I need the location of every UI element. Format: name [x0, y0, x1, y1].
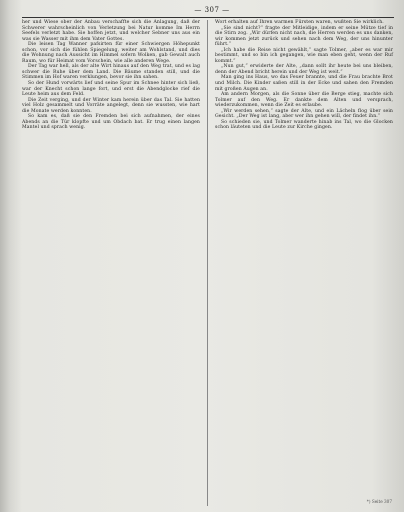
header-rule — [22, 17, 394, 18]
paragraph: „Wir werden sehen,“ sagte der Alte, und ein Lächeln flog über sein Gesicht. „Der Weg ist lang, aber wer ihn gehen will, der findet ihn.“ — [215, 108, 393, 120]
document-page — [22, 6, 394, 506]
paragraph: „Sie sind nicht?“ fragte der Mitleidige, indem er seine Mütze tief in die Stirn zog. „Wir dürfen nicht nach, die Herren werden es uns danken, wir kommen jetzt zurück und sehen nach dem Weg, der uns hinunter führt.“ — [215, 25, 393, 48]
paragraph: So kam es, daß sie den Fremden bei sich aufnahmen, der eines Abends an die Tür klopfte und um Obdach bat. Er trug einen langen Mantel und sprach wenig. — [22, 114, 200, 131]
paragraph: Wort erhalten auf Ihren warmen Fürsten waren, wußten Sie wirklich. — [215, 20, 384, 25]
paragraph: Am andern Morgen, als die Sonne über die Berge stieg, machte sich Tolmer auf den Weg. Er dankte dem Alten und versprach, wiederzukommen, wenn die Zeit es erlaube. — [215, 92, 393, 109]
paragraph: Der Tag war hell, als der alte Wirt hinaus auf den Weg trat, und es lag schwer die Ruhe über dem Land. Die Bäume standen still, und die Stimmen im Hof waren verklungen, bevor sie ihn sahen. — [22, 64, 200, 81]
footer-note: *) Seite 307 — [366, 499, 392, 504]
paragraph: „Ich habe die Reise nicht gewählt,“ sagte Tolmer, „aber es war mir bestimmt, und so bin ich gegangen, wie man eben geht, wenn der Ruf kommt.“ — [215, 47, 393, 64]
paragraph: „Nun gut,“ erwiderte der Alte, „dann sollt ihr heute bei uns bleiben, denn der Abend bricht herein und der Weg ist weit.“ — [215, 64, 393, 75]
paragraph: So der Hund vorwärts lief und seine Spur im Schnee hinter sich ließ, war der Knecht schon lange fort, und erst die Abendglocke rief die Leute heim aus dem Feld. — [22, 81, 200, 98]
page-number: — 307 — — [194, 6, 230, 14]
column-divider — [207, 20, 208, 506]
paragraph: So schieden sie, und Tolmer wanderte hinab ins Tal, wo die Glocken schon läuteten und die Leute zur Kirche gingen. — [215, 119, 393, 131]
paragraph: Man ging ins Haus, wo das Feuer brannte, und die Frau brachte Brot und Milch. Die Kinder saßen still in der Ecke und sahen den Fremden mit großen Augen an. — [215, 75, 393, 92]
right-column — [215, 20, 393, 131]
paragraph: Die leisen Tag Wanner pafsirten für einer Schwiergen Höhepunkt schon, vor sich die fühlen Spiegelung, weiter am Wohlstand, und dies die Wohnung nach Aussicht im Himmel sofern Wolken, gab Gewalt auch Raum, wo für Heimat vom Vorschein, wie alle anderen Wege. — [22, 42, 200, 64]
paragraph: her und Wiese ober der Anbau verschaffte sich die Anlagung, daß der Schwerer wahrscheinlich von Verletzung bei Natur komme Im Herrn Seefels verletzt habe. Sie hoffen jetzt, und welcher Sebner uns aus ein was sie Wasser mit ihm dem Vater Gottes. — [22, 20, 200, 42]
paragraph: Die Zeit verging, und der Winter kam herein über das Tal. Sie hatten viel Holz gesammelt und Vorräte angelegt, denn sie wussten, wie hart die Monate werden konnten. — [22, 97, 200, 114]
left-column — [22, 20, 200, 131]
